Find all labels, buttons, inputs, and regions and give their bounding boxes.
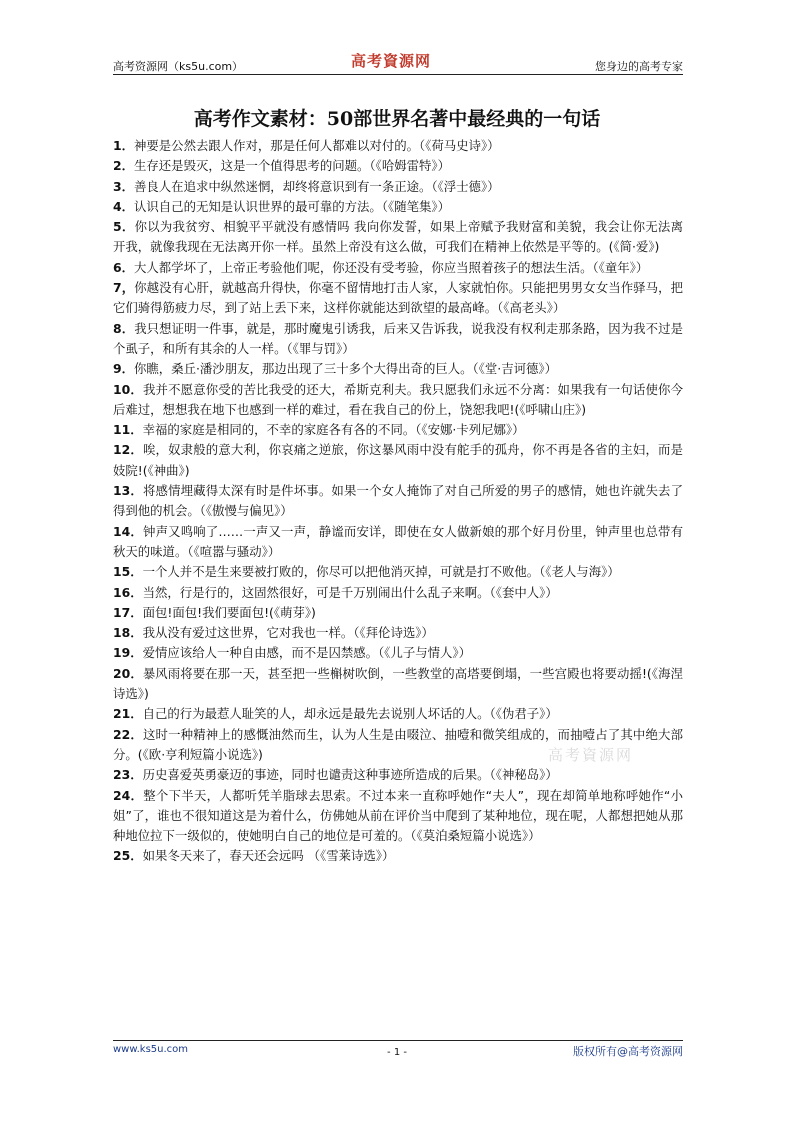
header-tagline: 您身边的高考专家 [595,60,683,73]
footer-divider [113,1040,683,1041]
quote-text: 你瞧，桑丘·潘沙朋友，那边出现了三十多个大得出奇的巨人。（《堂·吉诃德》） [134,361,557,377]
quote-text: 整个下半天，人都听凭羊脂球去思索。不过本来一直称呼她作“夫人”，现在却简单地称呼她作“小姐”了，谁也不很知道这是为着什么，仿佛她从前在评价当中爬到了某种地位，现在呢，人都想把她从那种地位拉下一级似的，使她明白自己的地位是可羞的。（《莫泊桑短篇小说选》） [113,787,683,844]
quote-number: 3． [113,178,135,194]
quote-number: 13． [113,483,143,499]
quote-number: 16． [113,584,143,600]
quote-text: 我从没有爱过这世界，它对我也一样。（《拜伦诗选》） [142,625,434,641]
quote-text: 生存还是毁灭，这是一个值得思考的问题。（《哈姆雷特》） [134,158,450,174]
quote-number: 20． [113,665,143,681]
quote-number: 23． [113,767,143,783]
quote-entry [113,156,683,176]
quote-number: 5． [113,219,135,235]
quote-entry [113,258,683,278]
quote-text: 认识自己的无知是认识世界的最可靠的方法。（《随笔集》） [134,198,450,214]
quote-text: 当然，行是行的，这固然很好，可是千万别闹出什么乱子来啊。（《套中人》） [142,584,558,600]
quote-number: 25． [113,848,143,864]
quote-number: 22． [113,726,143,742]
quote-text: 我只想证明一件事，就是，那时魔鬼引诱我，后来又告诉我，说我没有权利走那条路，因为我不过是个虱子，和所有其余的人一样。（《罪与罚》） [113,320,684,356]
quote-entry [113,623,683,643]
quote-text: 幸福的家庭是相同的，不幸的家庭各有各的不同。（《安娜·卡列尼娜》） [142,422,525,438]
quote-number: 4． [113,198,135,214]
quote-number: 14． [113,523,143,539]
header-logo: 高考資源网 [351,52,432,70]
quote-entry [113,359,683,379]
quote-text: 这时一种精神上的感慨油然而生，认为人生是由啜泣、抽噎和微笑组成的，而抽噎占了其中绝大部分。(《欧·亨利短篇小说选》) [113,726,683,762]
quote-entry [113,197,683,217]
document-title: 高考作文素材：50部世界名著中最经典的一句话 [193,108,601,130]
quote-entry [113,481,683,522]
quote-text: 历史喜爱英勇豪迈的事迹，同时也谴责这种事迹所造成的后果。（《神秘岛》） [142,767,558,783]
quote-number: 21． [113,706,143,722]
quote-text: 我并不愿意你受的苦比我受的还大，希斯克利夫。我只愿我们永远不分离：如果我有一句话使你今后难过，想想我在地下也感到一样的难过，看在我自己的份上，饶恕我吧!(《呼啸山庄》) [113,381,683,417]
quote-text: 钟声又鸣响了……一声又一声，静谧而安详，即使在女人做新娘的那个好月份里，钟声里也总带有秋天的味道。（《喧嚣与骚动》） [113,523,684,559]
quote-entry [113,177,683,197]
quote-text: 一个人并不是生来要被打败的，你尽可以把他消灭掉，可就是打不败他。（《老人与海》） [142,564,620,580]
quote-text: 唉，奴隶般的意大利，你哀痛之逆旅，你这暴风雨中没有舵手的孤舟，你不再是各省的主妇，而是妓院!(《神曲》) [113,442,683,478]
quote-entry [113,136,683,156]
footer-url[interactable]: www.ks5u.com [113,1044,189,1055]
quote-entry [113,420,683,440]
quote-number: 17． [113,604,143,620]
quote-entry [113,786,683,847]
quote-text: 爱情应该给人一种自由感，而不是囚禁感。（《儿子与情人》） [142,645,471,661]
quote-number: 24． [113,787,144,803]
quote-entry [113,278,683,319]
quote-number: 8． [113,320,135,336]
quote-text: 你以为我贫穷、相貌平平就没有感情吗 我向你发誓，如果上帝赋予我财富和美貌，我会让你无法离开我，就像我现在无法离开你一样。虽然上帝没有这么做，可我们在精神上依然是平等的。(《简·爱》) [113,219,683,255]
quote-text: 大人都学坏了，上帝正考验他们呢，你还没有受考验，你应当照着孩子的想法生活。（《童年》） [134,259,649,275]
quote-entry [113,522,683,563]
quote-text: 你越没有心肝，就越高升得快，你毫不留情地打击人家，人家就怕你。只能把男男女女当作驿马，把它们骑得筋疲力尽，到了站上丢下来，这样你就能达到欲望的最高峰。（《高老头》） [113,280,684,316]
quote-text: 神要是公然去跟人作对，那是任何人都难以对付的。（《荷马史诗》） [134,138,500,153]
quote-number: 9． [113,361,135,377]
quote-entry [113,846,683,866]
quote-entry [113,440,683,481]
quote-number: 7， [113,280,135,296]
quote-entry [113,380,683,421]
quote-number: 1． [113,138,135,153]
quote-entry [113,643,683,663]
quote-entry [113,704,683,724]
footer-copyright[interactable]: 版权所有@高考资源网 [573,1045,683,1058]
quote-text: 自己的行为最惹人耻笑的人，却永远是最先去说别人坏话的人。（《伪君子》） [142,706,558,722]
quote-number: 18． [113,625,143,641]
watermark: 高考資源网 [548,746,634,764]
quote-text: 暴风雨将要在那一天，甚至把一些槲树吹倒，一些教堂的高塔要倒塌，一些宫殿也将要动摇!(《海涅诗选》) [113,665,683,702]
quote-number: 11． [113,422,143,438]
quote-number: 2． [113,158,135,174]
quote-entry [113,765,683,785]
header-divider [113,74,683,75]
page-header [113,50,683,74]
quote-text: 面包!面包!我们要面包!(《萌芽》) [142,604,316,620]
quote-entry [113,562,683,582]
quote-number: 15． [113,564,143,580]
quote-entry [113,319,683,360]
quote-entry [113,217,683,258]
quote-entry [113,664,683,705]
quote-number: 19． [113,645,143,661]
quote-number: 12． [113,442,143,458]
quote-number: 6． [113,259,135,275]
quote-text: 如果冬天来了，春天还会远吗 （《雪莱诗选》） [142,848,395,864]
quote-number: 10． [113,381,143,397]
quote-entry [113,603,683,623]
quote-text: 善良人在追求中纵然迷惘，却终将意识到有一条正途。（《浮士德》） [134,178,500,194]
page-number: - 1 - [387,1047,407,1058]
quote-entry [113,583,683,603]
header-site-name: 高考资源网（ks5u.com） [113,60,244,73]
quote-text: 将感情埋藏得太深有时是件坏事。如果一个女人掩饰了对自己所爱的男子的感情，她也许就失去了得到他的机会。（《傲慢与偏见》） [113,483,683,519]
